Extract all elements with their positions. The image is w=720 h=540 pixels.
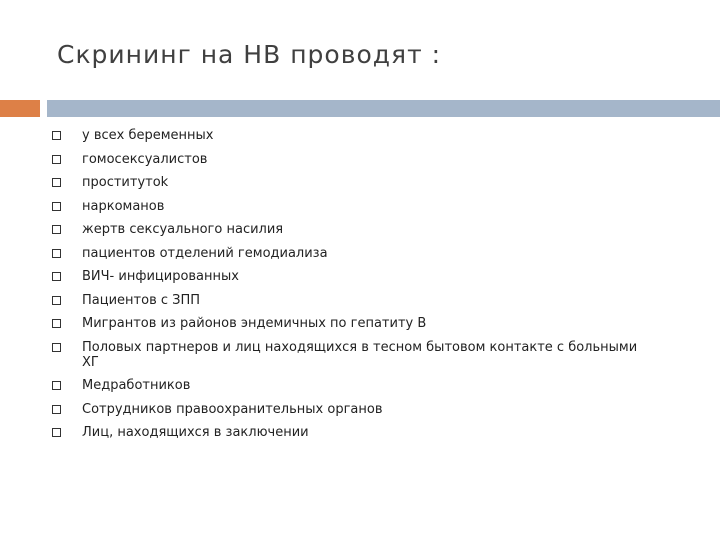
list-item <box>52 222 652 237</box>
list-item-text: пациентов отделений гемодиализа <box>82 245 328 261</box>
square-bullet-icon <box>52 405 61 414</box>
list-item-text: Пациентов с ЗПП <box>82 292 201 308</box>
list-item <box>52 402 652 417</box>
header-divider-bar <box>47 100 720 117</box>
list-item-text: у всех беременных <box>82 128 214 143</box>
list-item-text: Медработников <box>82 378 191 393</box>
list-item <box>52 128 652 143</box>
square-bullet-icon <box>52 428 61 437</box>
list-item <box>52 293 652 308</box>
list-item <box>52 269 652 284</box>
list-item <box>52 246 652 261</box>
square-bullet-icon <box>52 155 61 164</box>
square-bullet-icon <box>52 272 61 281</box>
list-item-text: Лиц, находящихся в заключении <box>82 425 309 440</box>
list-item <box>52 340 652 370</box>
square-bullet-icon <box>52 319 61 328</box>
square-bullet-icon <box>52 296 61 305</box>
list-item <box>52 152 652 167</box>
list-item-text: жертв сексуального насилия <box>82 222 284 237</box>
list-item-text: ВИЧ- инфицированных <box>82 269 239 284</box>
list-item-text: наркоманов <box>82 198 165 214</box>
list-item-text: Половых партнеров и лиц находящихся в тесном бытовом контакте с больными ХГ <box>82 339 638 370</box>
list-item <box>52 378 652 393</box>
list-item-text: проститутоk <box>82 175 169 190</box>
square-bullet-icon <box>52 381 61 390</box>
list-item <box>52 425 652 440</box>
bullet-list <box>52 128 652 449</box>
list-item-text: Сотрудников правоохранительных органов <box>82 401 383 417</box>
slide-title: Скрининг на НВ проводят : <box>57 40 441 69</box>
square-bullet-icon <box>52 343 61 352</box>
accent-bar <box>0 100 40 117</box>
list-item <box>52 316 652 331</box>
square-bullet-icon <box>52 225 61 234</box>
square-bullet-icon <box>52 202 61 211</box>
square-bullet-icon <box>52 178 61 187</box>
list-item-text: гомосексуалистов <box>82 151 208 167</box>
list-item <box>52 199 652 214</box>
square-bullet-icon <box>52 131 61 140</box>
list-item <box>52 175 652 190</box>
list-item-text: Мигрантов из районов эндемичных по гепатиту В <box>82 316 427 331</box>
square-bullet-icon <box>52 249 61 258</box>
